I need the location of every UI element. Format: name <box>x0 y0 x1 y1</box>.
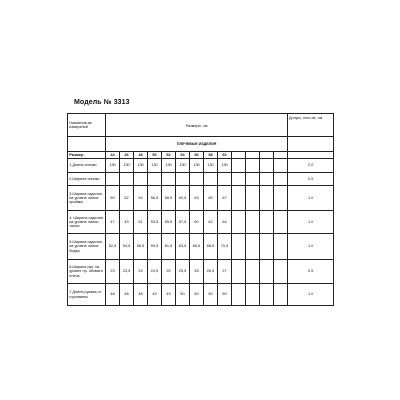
value-cell: 130 <box>120 159 134 173</box>
value-cell <box>148 173 162 186</box>
value-cell: 54 <box>134 186 148 211</box>
row-name-cell: 3.Ширина изделия на уровне линии проймы <box>68 186 106 211</box>
value-cell: 25,5 <box>176 260 190 284</box>
value-cell: 50 <box>190 284 204 306</box>
size-cell: 48 <box>134 152 148 159</box>
value-cell: 50 <box>106 186 120 211</box>
value-cell: 130 <box>134 159 148 173</box>
value-cell: 67 <box>218 186 232 211</box>
value-cell: 56,5 <box>134 234 148 260</box>
size-cell: 58 <box>204 152 218 159</box>
table-row <box>68 211 334 234</box>
section-row <box>68 137 334 152</box>
value-cell: 63,5 <box>176 234 190 260</box>
value-cell: 48 <box>106 284 120 306</box>
header-tolerance-cell: Допуск, откл-ие, см <box>288 114 334 137</box>
table-row <box>68 284 334 306</box>
row-name-cell: 4. Ширина изделия на уровне линии талии <box>68 211 106 234</box>
value-cell: 130 <box>162 159 176 173</box>
value-cell: 130 <box>218 159 232 173</box>
value-cell: 26 <box>190 260 204 284</box>
value-cell: 24,5 <box>148 260 162 284</box>
value-cell: 50 <box>218 284 232 306</box>
value-cell: 49 <box>148 284 162 306</box>
value-cell: 130 <box>190 159 204 173</box>
size-cell: 54 <box>176 152 190 159</box>
section-title-cell: ПЛЕЧЕВЫЕ ИЗДЕЛИЯ <box>106 137 288 152</box>
sizes-row <box>68 152 334 159</box>
header-row <box>68 114 334 137</box>
size-cell: 50 <box>148 152 162 159</box>
tolerance-cell: 1.0 <box>288 284 334 306</box>
table-row <box>68 260 334 284</box>
value-cell: 130 <box>204 159 218 173</box>
tolerance-cell: 1.0 <box>288 234 334 260</box>
value-cell: 49 <box>120 211 134 234</box>
size-cell: 44 <box>106 152 120 159</box>
value-cell <box>190 173 204 186</box>
value-cell: 50 <box>176 284 190 306</box>
value-cell <box>106 173 120 186</box>
value-cell: 53,5 <box>148 211 162 234</box>
value-cell: 64 <box>218 211 232 234</box>
value-cell: 27 <box>218 260 232 284</box>
value-cell: 130 <box>148 159 162 173</box>
value-cell: 59,5 <box>148 234 162 260</box>
row-name-cell: 6.Ширина рук. на уровне пр. обхвата плеча <box>68 260 106 284</box>
value-cell: 51 <box>134 211 148 234</box>
value-cell: 49 <box>162 284 176 306</box>
value-cell <box>218 173 232 186</box>
value-cell: 63 <box>190 186 204 211</box>
value-cell: 57,5 <box>176 211 190 234</box>
value-cell: 130 <box>106 159 120 173</box>
value-cell: 65 <box>204 186 218 211</box>
table-row <box>68 234 334 260</box>
value-cell <box>120 173 134 186</box>
value-cell: 25 <box>162 260 176 284</box>
value-cell: 62 <box>204 211 218 234</box>
value-cell: 61,5 <box>162 234 176 260</box>
table-row <box>68 173 334 186</box>
size-cell: 60 <box>218 152 232 159</box>
value-cell: 58,5 <box>162 186 176 211</box>
tolerance-cell: 0.5 <box>288 173 334 186</box>
value-cell: 24 <box>134 260 148 284</box>
value-cell: 50 <box>204 284 218 306</box>
value-cell: 23,5 <box>120 260 134 284</box>
size-cell: 56 <box>190 152 204 159</box>
size-cell: 46 <box>120 152 134 159</box>
value-cell: 52,5 <box>106 234 120 260</box>
value-cell <box>176 173 190 186</box>
value-cell: 60 <box>190 211 204 234</box>
value-cell: 68,5 <box>204 234 218 260</box>
page-title: Модель № 3313 <box>74 99 130 106</box>
value-cell <box>162 173 176 186</box>
value-cell: 47 <box>106 211 120 234</box>
tolerance-cell: 0.5 <box>288 260 334 284</box>
tolerance-cell: 1.0 <box>288 186 334 211</box>
tolerance-cell: 2.0 <box>288 159 334 173</box>
tolerance-cell: 1.0 <box>288 211 334 234</box>
value-cell: 23 <box>106 260 120 284</box>
size-row-label: Размер <box>68 152 106 159</box>
value-cell <box>204 173 218 186</box>
header-name-cell: Наименов-ие измерений <box>68 114 106 137</box>
table-row <box>68 186 334 211</box>
value-cell: 48 <box>134 284 148 306</box>
row-name-cell: 1.Длина спинки <box>68 159 106 173</box>
size-table <box>67 113 334 306</box>
value-cell: 55,5 <box>162 211 176 234</box>
value-cell: 26,5 <box>204 260 218 284</box>
value-cell: 56,5 <box>148 186 162 211</box>
row-name-cell: 7.Длина рукава от горловины <box>68 284 106 306</box>
value-cell: 60,5 <box>176 186 190 211</box>
row-name-cell: 2.Ширина спинки <box>68 173 106 186</box>
row-name-cell: 5.Ширина изделия на уровне линии бедер <box>68 234 106 260</box>
value-cell <box>134 173 148 186</box>
header-sizes-cell: Размеры, см <box>106 114 288 137</box>
table-row <box>68 159 334 173</box>
value-cell: 130 <box>176 159 190 173</box>
value-cell: 54,5 <box>120 234 134 260</box>
value-cell: 52 <box>120 186 134 211</box>
size-cell: 52 <box>162 152 176 159</box>
value-cell: 48 <box>120 284 134 306</box>
value-cell: 70,5 <box>218 234 232 260</box>
value-cell: 66,5 <box>190 234 204 260</box>
